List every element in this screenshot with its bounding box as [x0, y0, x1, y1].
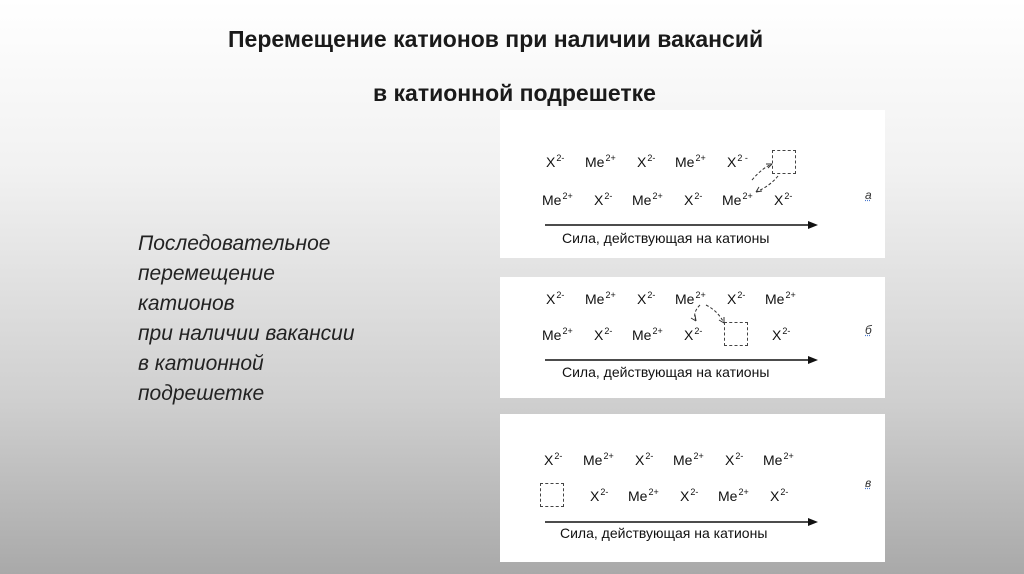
cation-me: $Me^{2+}$	[585, 153, 616, 170]
anion-x: $X^{2-}$	[637, 153, 656, 170]
cation-me: $Me^{2+}$	[718, 487, 749, 504]
anion-x: $X^{2-}$	[594, 191, 613, 208]
cation-me: $Me^{2+}$	[542, 191, 573, 208]
panel-label: в	[865, 476, 872, 490]
anion-x: $X^{2-}$	[546, 290, 565, 307]
anion-x: $X^{2-}$	[684, 326, 703, 343]
diagram-panel-c	[500, 414, 885, 562]
cation-me: $Me^{2+}$	[673, 451, 704, 468]
cation-me: $Me^{2+}$	[542, 326, 573, 343]
description-line: Последовательное	[138, 232, 331, 255]
anion-x: $X^{2-}$	[727, 290, 746, 307]
cation-me: $Me^{2+}$	[675, 290, 706, 307]
slide-title-line-1: Перемещение катионов при наличии вакансий	[228, 26, 764, 52]
slide-title-line-2: в катионной подрешетке	[373, 80, 656, 106]
anion-x: $X^{2 -}$	[727, 153, 748, 170]
cation-me: $Me^{2+}$	[763, 451, 794, 468]
force-label: Сила, действующая на катионы	[562, 364, 770, 380]
anion-x: $X^{2-}$	[725, 451, 744, 468]
diagram-panel-b	[500, 277, 885, 398]
description-line: в катионной	[138, 352, 264, 375]
anion-x: $X^{2-}$	[635, 451, 654, 468]
cation-me: $Me^{2+}$	[675, 153, 706, 170]
anion-x: $X^{2-}$	[637, 290, 656, 307]
anion-x: $X^{2-}$	[770, 487, 789, 504]
description-line: перемещение	[138, 262, 275, 285]
cation-me: $Me^{2+}$	[765, 290, 796, 307]
cation-me: $Me^{2+}$	[628, 487, 659, 504]
description-line: при наличии вакансии	[138, 322, 355, 345]
anion-x: $X^{2-}$	[594, 326, 613, 343]
panel-label: б	[865, 323, 872, 337]
cation-me: $Me^{2+}$	[585, 290, 616, 307]
anion-x: $X^{2-}$	[546, 153, 565, 170]
panel-label: а	[865, 188, 872, 202]
anion-x: $X^{2-}$	[772, 326, 791, 343]
cation-me: $Me^{2+}$	[722, 191, 753, 208]
diagram-panel-a	[500, 110, 885, 258]
force-label: Сила, действующая на катионы	[560, 525, 768, 541]
description-text	[138, 229, 478, 409]
anion-x: $X^{2-}$	[680, 487, 699, 504]
anion-x: $X^{2-}$	[774, 191, 793, 208]
cation-me: $Me^{2+}$	[583, 451, 614, 468]
description-line: подрешетке	[138, 382, 265, 405]
anion-x: $X^{2-}$	[544, 451, 563, 468]
cation-me: $Me^{2+}$	[632, 326, 663, 343]
anion-x: $X^{2-}$	[590, 487, 609, 504]
anion-x: $X^{2-}$	[684, 191, 703, 208]
cation-me: $Me^{2+}$	[632, 191, 663, 208]
description-line: катионов	[138, 292, 235, 315]
force-label: Сила, действующая на катионы	[562, 230, 770, 246]
